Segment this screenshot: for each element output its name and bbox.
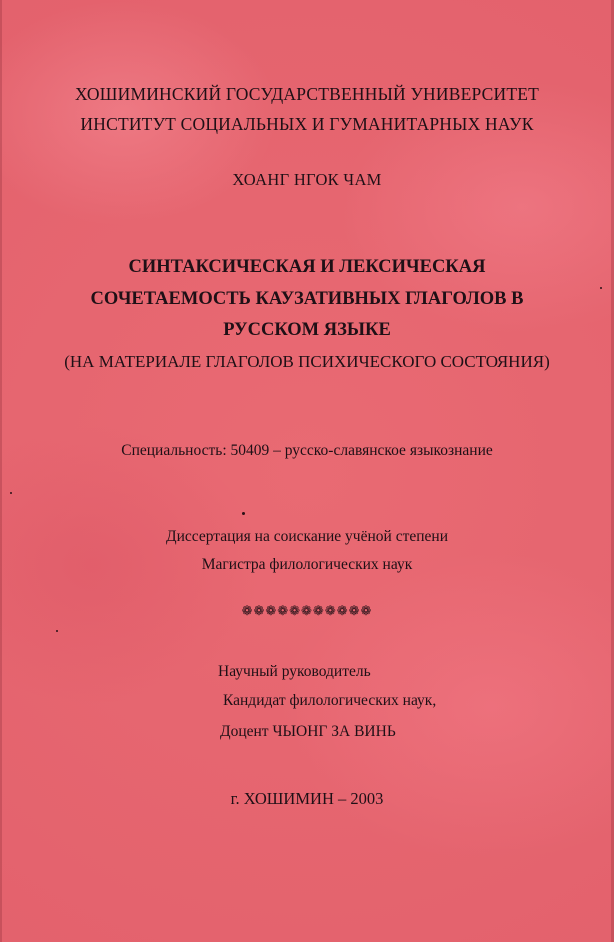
supervisor-label: Научный руководитель: [218, 663, 371, 680]
supervisor-name: Доцент ЧЫОНГ ЗА ВИНЬ: [220, 723, 396, 740]
title-line-1: СИНТАКСИЧЕСКАЯ И ЛЕКСИЧЕСКАЯ: [128, 257, 486, 277]
dissertation-line-2: Магистра филологических наук: [201, 556, 413, 573]
institute-name: ИНСТИТУТ СОЦИАЛЬНЫХ И ГУМАНИТАРНЫХ НАУК: [80, 114, 534, 134]
ink-speck: [56, 630, 58, 632]
specialty-line: Специальность: 50409 – русско-славянское языкознание: [121, 442, 493, 459]
university-name: ХОШИМИНСКИЙ ГОСУДАРСТВЕННЫЙ УНИВЕРСИТЕТ: [74, 84, 540, 104]
city-year: г. ХОШИМИН – 2003: [230, 789, 384, 808]
ink-speck: [10, 492, 12, 494]
author-name: ХОАНГ НГОК ЧАМ: [232, 170, 382, 189]
title-line-3: РУССКОМ ЯЗЫКЕ: [223, 320, 391, 340]
dissertation-line-1: Диссертация на соискание учёной степени: [166, 528, 448, 545]
ink-speck: [242, 512, 245, 515]
ornament-divider: ❁❁❁❁❁❁❁❁❁❁❁: [241, 603, 373, 618]
title-line-2: СОЧЕТАЕМОСТЬ КАУЗАТИВНЫХ ГЛАГОЛОВ В: [90, 289, 524, 309]
ink-speck: [600, 287, 602, 289]
supervisor-degree: Кандидат филологических наук,: [223, 692, 437, 709]
title-subtitle: (НА МАТЕРИАЛЕ ГЛАГОЛОВ ПСИХИЧЕСКОГО СОСТОЯНИЯ): [64, 352, 550, 371]
